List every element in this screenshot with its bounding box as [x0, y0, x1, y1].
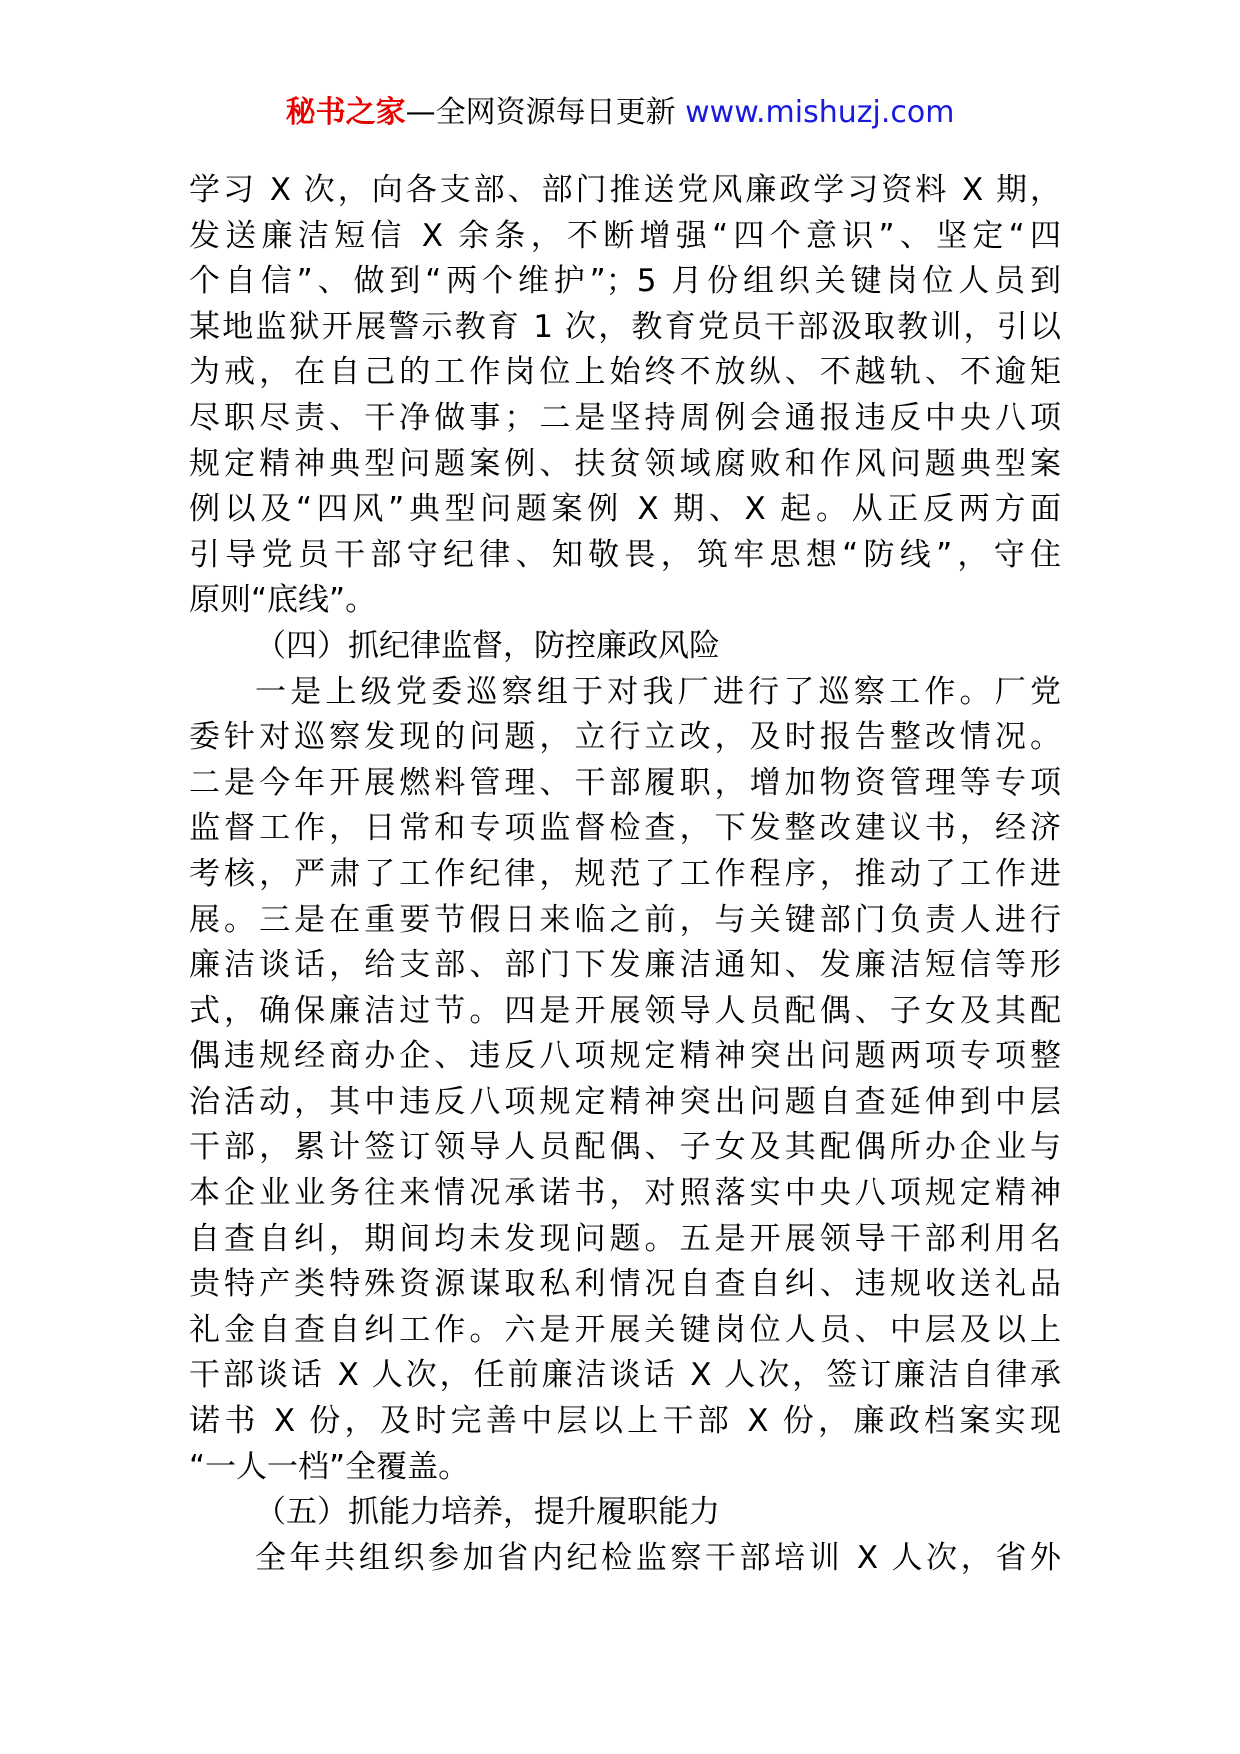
- text-line: 干部，累计签订领导人员配偶、子女及其配偶所办企业与: [189, 1129, 1061, 1166]
- site-url-link[interactable]: www.mishuzj.com: [685, 95, 955, 130]
- text-line: 干部谈话 X 人次，任前廉洁谈话 X 人次，签订廉洁自律承: [189, 1357, 1061, 1394]
- section-heading-5: （五）抓能力培养，提升履职能力: [255, 1494, 720, 1531]
- text-line: 引导党员干部守纪律、知敬畏，筑牢思想“防线”，守住: [189, 536, 1061, 573]
- text-line: 原则“底线”。: [189, 582, 377, 619]
- text-line: 某地监狱开展警示教育 1 次，教育党员干部汲取教训，引以: [189, 308, 1061, 345]
- text-line: 展。三是在重要节假日来临之前，与关键部门负责人进行: [189, 901, 1061, 938]
- text-line: 礼金自查自纠工作。六是开展关键岗位人员、中层及以上: [189, 1311, 1061, 1348]
- text-line: 例以及“四风”典型问题案例 X 期、X 起。从正反两方面: [189, 491, 1061, 528]
- site-header: [0, 93, 1240, 133]
- text-line: 尽职尽责、干净做事；二是坚持周例会通报违反中央八项: [189, 399, 1061, 436]
- text-line: 个自信”、做到“两个维护”；5 月份组织关键岗位人员到: [189, 263, 1061, 300]
- paragraph-start: 一是上级党委巡察组于对我厂进行了巡察工作。厂党: [255, 673, 1061, 710]
- site-brand: 秘书之家: [285, 95, 406, 130]
- text-line: 自查自纠，期间均未发现问题。五是开展领导干部利用名: [189, 1220, 1061, 1257]
- text-line: 偶违规经商办企、违反八项规定精神突出问题两项专项整: [189, 1038, 1061, 1075]
- text-line: 为戒，在自己的工作岗位上始终不放纵、不越轨、不逾矩: [189, 354, 1061, 391]
- text-line: 监督工作，日常和专项监督检查，下发整改建议书，经济: [189, 810, 1061, 847]
- text-line: 学习 X 次，向各支部、部门推送党风廉政学习资料 X 期，: [189, 172, 1061, 208]
- text-line: 诺书 X 份，及时完善中层以上干部 X 份，廉政档案实现: [189, 1403, 1061, 1440]
- text-line: 二是今年开展燃料管理、干部履职，增加物资管理等专项: [189, 764, 1061, 801]
- text-line: 规定精神典型问题案例、扶贫领域腐败和作风问题典型案: [189, 445, 1061, 482]
- text-line: 发送廉洁短信 X 余条，不断增强“四个意识”、坚定“四: [189, 217, 1061, 254]
- text-line: 廉洁谈话，给支部、部门下发廉洁通知、发廉洁短信等形: [189, 947, 1061, 984]
- text-line: 贵特产类特殊资源谋取私利情况自查自纠、违规收送礼品: [189, 1266, 1061, 1303]
- text-line: 式，确保廉洁过节。四是开展领导人员配偶、子女及其配: [189, 992, 1061, 1029]
- document-body: [189, 168, 1061, 1581]
- section-heading-4: （四）抓纪律监督，防控廉政风险: [255, 627, 720, 664]
- paragraph-start: 全年共组织参加省内纪检监察干部培训 X 人次，省外: [255, 1539, 1061, 1576]
- text-line: 考核，严肃了工作纪律，规范了工作程序，推动了工作进: [189, 855, 1061, 892]
- text-line: 治活动，其中违反八项规定精神突出问题自查延伸到中层: [189, 1083, 1061, 1120]
- site-tagline: —全网资源每日更新: [405, 95, 676, 130]
- text-line: 委针对巡察发现的问题，立行立改，及时报告整改情况。: [189, 719, 1061, 756]
- text-line: “一人一档”全覆盖。: [189, 1448, 470, 1485]
- text-line: 本企业业务往来情况承诺书，对照落实中央八项规定精神: [189, 1175, 1061, 1212]
